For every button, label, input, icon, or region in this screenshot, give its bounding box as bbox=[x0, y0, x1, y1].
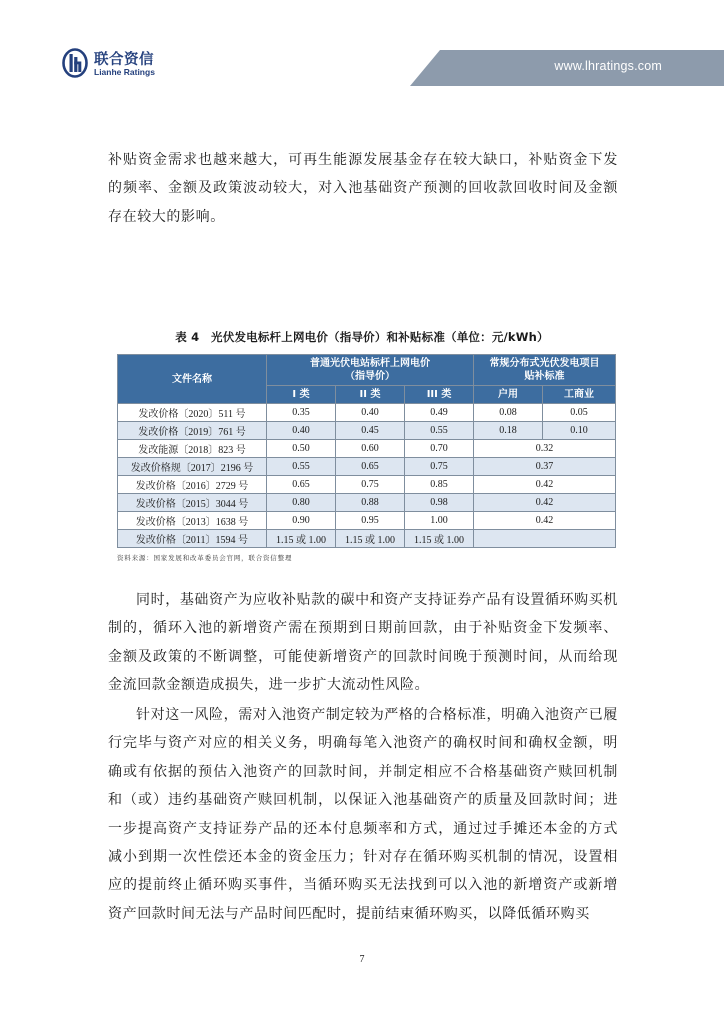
class3-cell: 1.15 或 1.00 bbox=[405, 530, 474, 548]
table-row bbox=[118, 404, 616, 422]
doc-cell: 发改价格〔2011〕1594 号 bbox=[118, 530, 267, 548]
class3-cell: 0.49 bbox=[405, 404, 474, 422]
commercial-cell: 0.10 bbox=[543, 422, 616, 440]
class2-cell: 1.15 或 1.00 bbox=[336, 530, 405, 548]
class2-cell: 0.45 bbox=[336, 422, 405, 440]
table-row bbox=[118, 530, 616, 548]
class3-cell: 0.70 bbox=[405, 440, 474, 458]
doc-cell: 发改价格〔2016〕2729 号 bbox=[118, 476, 267, 494]
paragraph-subsidy-demand: 补贴资金需求也越来越大，可再生能源发展基金存在较大缺口，补贴资金下发的频率、金额及政策波动较大，对入池基础资产预测的回收款回收时间及金额存在较大的影响。 bbox=[108, 152, 618, 225]
household-cell: 0.08 bbox=[474, 404, 543, 422]
table-row bbox=[118, 458, 616, 476]
subsidy-cell bbox=[474, 530, 616, 548]
lianhe-logo-icon bbox=[62, 48, 88, 78]
header-doc-name: 文件名称 bbox=[118, 355, 267, 404]
header-household: 户用 bbox=[474, 386, 543, 404]
logo-english-name: Lianhe Ratings bbox=[94, 67, 155, 77]
class2-cell: 0.88 bbox=[336, 494, 405, 512]
class2-cell: 0.60 bbox=[336, 440, 405, 458]
class1-cell: 0.40 bbox=[267, 422, 336, 440]
doc-cell: 发改能源〔2018〕823 号 bbox=[118, 440, 267, 458]
paragraph-cyclic-purchase: 同时，基础资产为应收补贴款的碳中和资产支持证券产品有设置循环购买机制的，循环入池的新增资产需在预期到日期前回款，由于补贴资金下发频率、金额及政策的不断调整，可能使新增资产的回款时间晚于预测时间，从而给现金流回款金额造成损失，进一步扩大流动性风险。 bbox=[108, 592, 618, 694]
header-commercial: 工商业 bbox=[543, 386, 616, 404]
table-title: 表 4 光伏发电标杆上网电价（指导价）和补贴标准（单位：元/kWh） bbox=[175, 330, 549, 344]
pv-price-subsidy-table bbox=[117, 354, 616, 548]
doc-cell: 发改价格〔2019〕761 号 bbox=[118, 422, 267, 440]
class1-cell: 0.65 bbox=[267, 476, 336, 494]
page-number: 7 bbox=[359, 954, 365, 965]
subsidy-cell: 0.37 bbox=[474, 458, 616, 476]
subsidy-cell: 0.42 bbox=[474, 476, 616, 494]
table-row bbox=[118, 512, 616, 530]
class1-cell: 0.55 bbox=[267, 458, 336, 476]
doc-cell: 发改价格〔2015〕3044 号 bbox=[118, 494, 267, 512]
paragraph-risk-mitigation: 针对这一风险，需对入池资产制定较为严格的合格标准，明确入池资产已履行完毕与资产对应的相关义务，明确每笔入池资产的确权时间和确权金额，明确或有依据的预估入池资产的回款时间，并制定相应不合格基础资产赎回机制和（或）违约基础资产赎回机制，以保证入池基础资产的质量及回款时间；进一步提高资产支持证券产品的还本付息频率和方式，通过过手摊还本金的方式减小到期一次性偿还本金的资金压力；针对存在循环购买机制的情况，设置相应的提前终止循环购买事件，当循环购买无法找到可以入池的新增资产或新增资产回款时间无法与产品时间匹配时，提前结束循环购买，以降低循环购买 bbox=[108, 707, 618, 922]
class3-cell: 0.75 bbox=[405, 458, 474, 476]
table-row bbox=[118, 440, 616, 458]
header-class-3: III 类 bbox=[405, 386, 474, 404]
class1-cell: 0.35 bbox=[267, 404, 336, 422]
logo-chinese-name: 联合资信 bbox=[94, 52, 154, 68]
subsidy-cell: 0.42 bbox=[474, 512, 616, 530]
header-distributed-subsidy: 常规分布式光伏发电项目贴补标准 bbox=[474, 355, 616, 386]
class1-cell: 1.15 或 1.00 bbox=[267, 530, 336, 548]
page-header bbox=[0, 0, 724, 100]
table-row bbox=[118, 422, 616, 440]
header-pv-station-price: 普通光伏电站标杆上网电价（指导价） bbox=[267, 355, 474, 386]
header-class-2: II 类 bbox=[336, 386, 405, 404]
table-row bbox=[118, 494, 616, 512]
table-source-note: 资料来源：国家发展和改革委员会官网，联合资信整理 bbox=[117, 554, 293, 562]
class2-cell: 0.65 bbox=[336, 458, 405, 476]
doc-cell: 发改价格规〔2017〕2196 号 bbox=[118, 458, 267, 476]
subsidy-cell: 0.42 bbox=[474, 494, 616, 512]
class2-cell: 0.75 bbox=[336, 476, 405, 494]
class1-cell: 0.80 bbox=[267, 494, 336, 512]
class1-cell: 0.90 bbox=[267, 512, 336, 530]
table-row bbox=[118, 476, 616, 494]
class2-cell: 0.40 bbox=[336, 404, 405, 422]
household-cell: 0.18 bbox=[474, 422, 543, 440]
class3-cell: 0.85 bbox=[405, 476, 474, 494]
header-class-1: I 类 bbox=[267, 386, 336, 404]
class3-cell: 1.00 bbox=[405, 512, 474, 530]
doc-cell: 发改价格〔2020〕511 号 bbox=[118, 404, 267, 422]
class1-cell: 0.50 bbox=[267, 440, 336, 458]
website-url[interactable]: www.lhratings.com bbox=[554, 59, 662, 73]
company-logo bbox=[62, 44, 212, 84]
class2-cell: 0.95 bbox=[336, 512, 405, 530]
class3-cell: 0.55 bbox=[405, 422, 474, 440]
commercial-cell: 0.05 bbox=[543, 404, 616, 422]
class3-cell: 0.98 bbox=[405, 494, 474, 512]
doc-cell: 发改价格〔2013〕1638 号 bbox=[118, 512, 267, 530]
subsidy-cell: 0.32 bbox=[474, 440, 616, 458]
